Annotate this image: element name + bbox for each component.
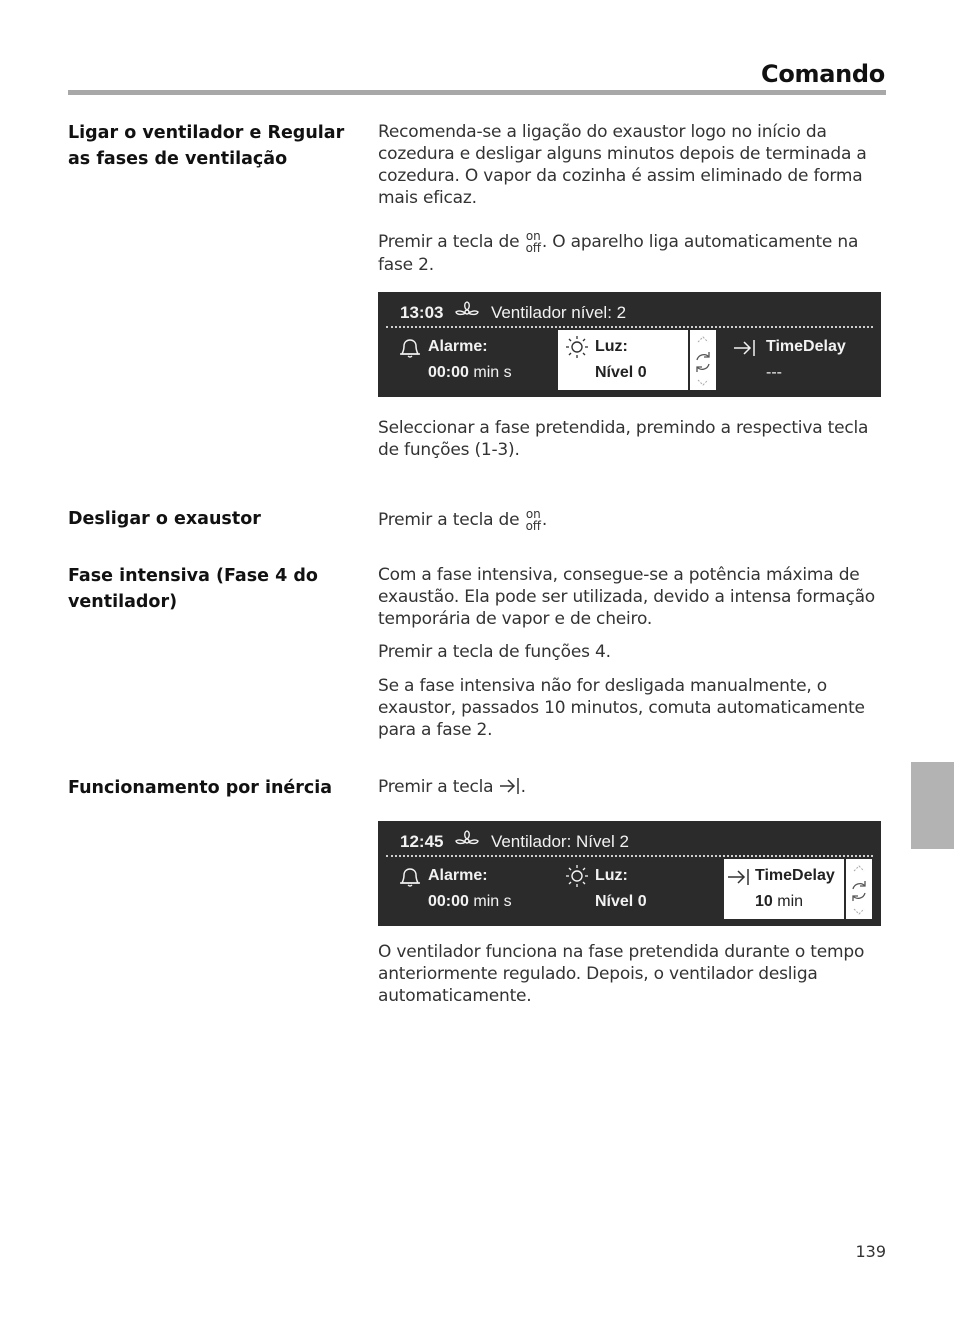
section-heading-fase-intensiva: Fase intensiva (Fase 4 do ventilador) [68, 566, 318, 612]
paragraph [378, 508, 888, 532]
timedelay-value: --- [766, 364, 782, 381]
section-text-inercia [378, 776, 888, 798]
display-status-line [400, 301, 626, 323]
timedelay-label: TimeDelay [766, 338, 846, 355]
arrow-to-bar-icon [499, 777, 521, 795]
off-label: off [525, 241, 541, 255]
display-status-line [400, 830, 629, 852]
text-fragment: . O aparelho liga automaticamente na fase 2. [378, 232, 859, 275]
display-fan-status: Ventilador nível: 2 [490, 303, 627, 322]
arrow-to-bar-icon [732, 338, 758, 358]
page-title: Comando [761, 60, 885, 88]
paragraph [378, 776, 888, 798]
light-value: Nível 0 [595, 893, 647, 910]
text-fragment: . [541, 510, 548, 530]
fan-icon [454, 830, 480, 850]
paragraph: Com a fase intensiva, consegue-se a potência máxima de exaustão. Ela pode ser utilizada, devido a intensa formação temporária de vapor e de cheiro. [378, 565, 876, 629]
text-fragment: Premir a tecla de [378, 232, 520, 252]
page-number: 139 [855, 1242, 886, 1261]
scroll-arrows-icon [846, 859, 872, 919]
paragraph: Seleccionar a fase pretendida, premindo a respectiva tecla de funções (1-3). [378, 418, 869, 460]
timedelay-cell[interactable] [730, 330, 875, 390]
display-divider [386, 326, 873, 328]
on-label: on [525, 507, 541, 521]
timedelay-unit: min [777, 893, 804, 910]
section-text-ligar [378, 121, 888, 276]
section-heading-inercia: Funcionamento por inércia [68, 778, 333, 798]
display-divider [386, 855, 873, 857]
alarm-label: Alarme: [428, 338, 488, 355]
alarm-time: 00:00 [428, 893, 469, 910]
paragraph: Recomenda-se a ligação do exaustor logo no início da cozedura e desligar alguns minutos depois de terminada a cozedura. O vapor da cozinha é assim eliminado de forma mais eficaz. [378, 122, 867, 208]
light-cell-selected[interactable] [558, 330, 688, 390]
control-display-1 [378, 292, 881, 397]
section-text-desligar [378, 508, 888, 532]
display-time: 13:03 [400, 303, 444, 322]
alarm-label: Alarme: [428, 867, 488, 884]
section-text-inercia-2 [378, 941, 888, 1007]
fan-icon [454, 301, 480, 321]
timedelay-number: 10 [755, 893, 773, 910]
display-time: 12:45 [400, 832, 444, 851]
alarm-cell[interactable] [396, 330, 546, 390]
text-fragment: Premir a tecla [378, 777, 494, 797]
section-heading-desligar: Desligar o exaustor [68, 509, 261, 529]
text-fragment: . [520, 777, 526, 797]
paragraph: Premir a tecla de funções 4. [378, 642, 611, 662]
light-value: Nível 0 [595, 364, 647, 381]
text-fragment: Premir a tecla de [378, 510, 520, 530]
light-cell[interactable] [558, 859, 688, 919]
alarm-time: 00:00 [428, 364, 469, 381]
off-label: off [525, 519, 541, 533]
timedelay-cell-selected[interactable] [724, 859, 844, 919]
paragraph: Se a fase intensiva não for desligada manualmente, o exaustor, passados 10 minutos, comuta automaticamente para a fase 2. [378, 676, 865, 740]
on-label: on [525, 229, 541, 243]
timedelay-value [755, 893, 803, 911]
alarm-value [428, 364, 512, 382]
light-label: Luz: [595, 867, 628, 884]
section-text-ligar-2 [378, 417, 888, 461]
timedelay-label: TimeDelay [755, 867, 835, 884]
light-label: Luz: [595, 338, 628, 355]
scroll-control[interactable] [846, 859, 872, 919]
alarm-cell[interactable] [396, 859, 546, 919]
chapter-tab [911, 762, 954, 849]
bell-icon [398, 337, 422, 359]
paragraph: O ventilador funciona na fase pretendida durante o tempo anteriormente regulado. Depois, o ventilador desliga automaticamente. [378, 942, 865, 1006]
control-display-2 [378, 821, 881, 926]
bell-icon [398, 866, 422, 888]
on-off-key-icon [526, 508, 541, 532]
title-rule [68, 90, 886, 95]
on-off-key-icon [526, 230, 541, 254]
scroll-arrows-icon [690, 330, 716, 390]
alarm-value [428, 893, 512, 911]
section-text-fase-intensiva [378, 564, 888, 741]
alarm-unit: min s [473, 364, 512, 381]
scroll-control[interactable] [690, 330, 716, 390]
display-fan-status: Ventilador: Nível 2 [490, 832, 629, 851]
paragraph [378, 230, 888, 276]
alarm-unit: min s [473, 893, 512, 910]
light-icon [563, 335, 591, 361]
section-heading-ligar: Ligar o ventilador e Regular as fases de ventilação [68, 123, 345, 169]
arrow-to-bar-icon [726, 867, 752, 887]
light-icon [563, 864, 591, 890]
